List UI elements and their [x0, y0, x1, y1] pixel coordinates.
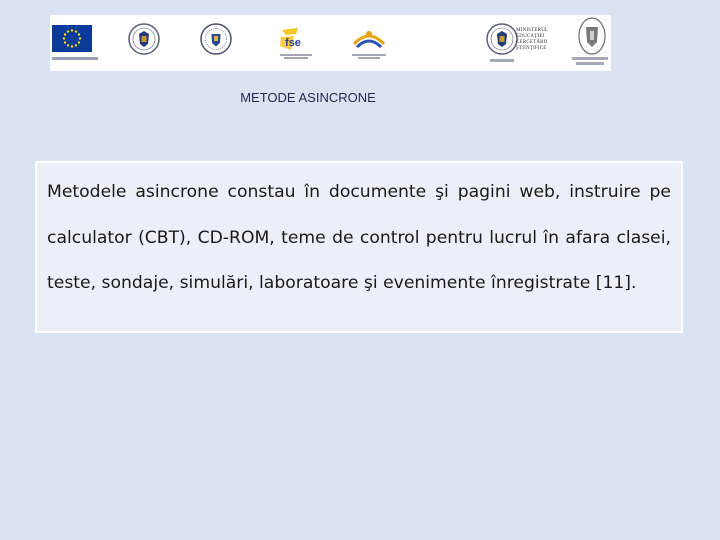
- university-crest-icon: [578, 17, 606, 55]
- svg-text:fse: fse: [285, 37, 301, 49]
- ministry-line: ŞTIINŢIFICE: [516, 46, 547, 51]
- romanian-government-seal-icon: [128, 23, 160, 55]
- ministry-seal-icon: [486, 23, 518, 55]
- ministry-line: MINISTERUL: [516, 28, 549, 33]
- body-paragraph: Metodele asincrone constau în documente şi pagini web, instruire pe calculator (CBT), CD-ROM, teme de control pentru lucrul în afara clasei, teste, sondaje, simulări, laboratoare şi evenimente înregistrate [11].: [47, 182, 671, 294]
- ministry-name-text: [516, 28, 548, 52]
- ministry-line: EDUCAŢIEI: [516, 34, 545, 39]
- investing-in-people-logo-icon: [348, 22, 390, 62]
- page-title: METODE ASINCRONE: [240, 90, 376, 105]
- eu-flag-icon: [52, 25, 92, 52]
- ministry-seal-caption: [490, 59, 514, 62]
- institution-seal-icon: [200, 23, 232, 55]
- university-crest-caption: [572, 57, 608, 60]
- fse-logo-icon: [276, 24, 316, 60]
- university-crest-caption: [576, 62, 604, 65]
- partner-logo-strip: [50, 15, 611, 71]
- eu-caption: [52, 57, 98, 60]
- ministry-line: CERCETĂRII: [516, 40, 548, 45]
- content-text-box: [35, 161, 683, 333]
